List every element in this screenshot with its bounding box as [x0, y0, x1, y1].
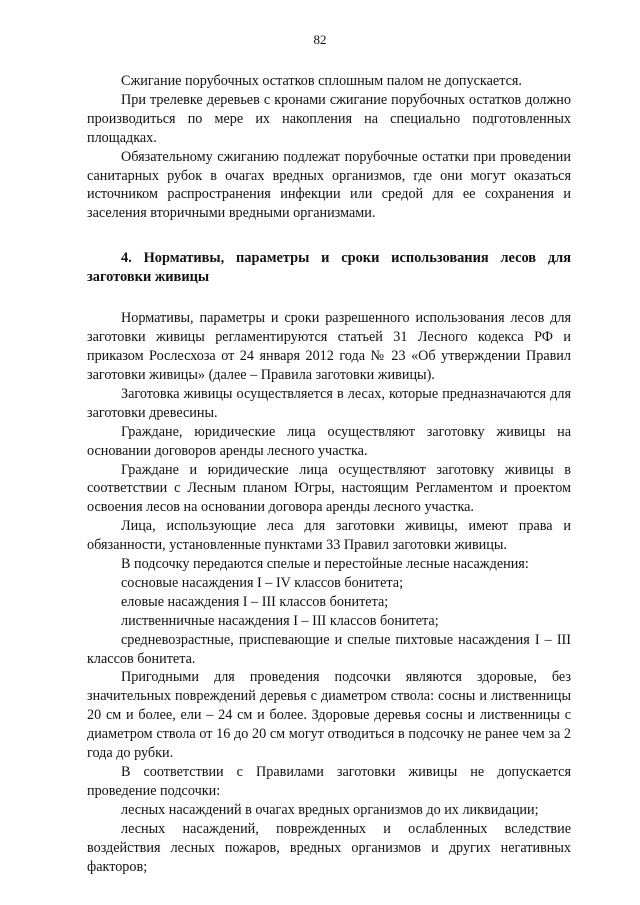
spacer — [87, 287, 571, 309]
paragraph: Сжигание порубочных остатков сплошным палом не допускается. — [121, 73, 522, 89]
page-content — [87, 72, 571, 876]
paragraph: Граждане, юридические лица осуществляют заготовку живицы на основании договоров аренды лесного участка. — [87, 423, 571, 459]
paragraph: В соответствии с Правилами заготовки живицы не допускается проведение подсочки: — [87, 764, 571, 799]
list-item: средневозрастные, приспевающие и спелые пихтовые насаждения I – III классов бонитета. — [87, 631, 571, 667]
paragraph: Нормативы, параметры и сроки разрешенного использования лесов для заготовки живицы регламентируются статьей 31 Лесного кодекса РФ и приказом Рослесхоза от 24 января 2012 года № 23 «Об утверждении Правил заготовки живицы» (далее – Правила заготовки живицы). — [87, 310, 571, 383]
paragraph: Обязательному сжиганию подлежат порубочные остатки при проведении санитарных рубок в очагах вредных организмов, где они могут оказаться источником распространения инфекции или средой для ее сохранения и заселения вторичными вредными организмами. — [87, 148, 571, 222]
paragraph: Пригодными для проведения подсочки являются здоровые, без значительных повреждений деревья с диаметром ствола: сосны и лиственницы 20 см и более, ели – 24 см и более. Здоровые деревья сосны и лиственницы с диаметром ствола от 16 до 20 см могут отводиться в подсочку не ранее чем за 2 года до рубки. — [87, 669, 571, 762]
paragraph: Лица, использующие леса для заготовки живицы, имеют права и обязанности, установленные пунктами 33 Правил заготовки живицы. — [87, 518, 571, 554]
list-item: еловые насаждения I – III классов бонитета; — [121, 593, 389, 610]
paragraph: При трелевке деревьев с кронами сжигание порубочных остатков должно производиться по мере их накопления на специально подготовленных площадках. — [87, 91, 571, 146]
page-number: 82 — [313, 32, 327, 47]
section-heading: 4. Нормативы, параметры и сроки использования лесов для заготовки живицы — [87, 250, 571, 286]
paragraph: Граждане и юридические лица осуществляют заготовку живицы в соответствии с Лесным планом Югры, настоящим Регламентом и проектом освоения лесов на основании договора аренды лесного участка. — [87, 461, 571, 516]
spacer — [87, 223, 571, 249]
list-item: лиственничные насаждения I – III классов бонитета; — [121, 612, 439, 629]
list-item: лесных насаждений в очагах вредных организмов до их ликвидации; — [121, 801, 539, 818]
list-item: лесных насаждений, поврежденных и ослабленных вследствие воздействия лесных пожаров, вредных организмов и других негативных факторов; — [87, 820, 571, 875]
paragraph: Заготовка живицы осуществляется в лесах, которые предназначаются для заготовки древесины. — [87, 385, 571, 421]
list-item: сосновые насаждения I – IV классов бонитета; — [121, 574, 404, 591]
paragraph: В подсочку передаются спелые и перестойные лесные насаждения: — [121, 556, 529, 573]
